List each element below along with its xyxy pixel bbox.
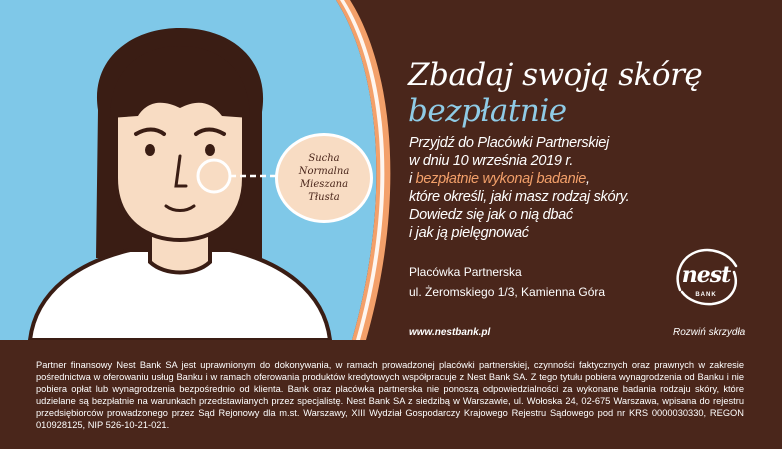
skin-type-bubble: [275, 133, 373, 223]
skin-type-dry: Sucha: [308, 153, 340, 164]
partner-name: Placówka Partnerska: [409, 265, 522, 279]
promo-line-3-suffix: ,: [586, 171, 590, 187]
skin-type-normal: Normalna: [298, 166, 350, 177]
promo-line-5: Dowiedz się jak o nią dbać: [409, 207, 573, 223]
skin-type-oily: Tłusta: [308, 192, 340, 203]
promo-line-3-prefix: i: [409, 171, 416, 187]
promo-text: [409, 134, 759, 242]
logo-subtitle: BANK: [695, 292, 717, 298]
legal-disclaimer: Partner finansowy Nest Bank SA jest uprawnionym do dokonywania, w ramach prowadzonej placówki partnerskiej, czynności faktycznych oraz prawnych w zakresie pośrednictwa w oferowaniu usług Banku i w ramach oferowania produktów kredytowych współpracuje z Nest Bank SA. Z tego tytułu pobiera wynagrodzenia od Banku i nie pobiera opłat lub wynagrodzenia bezpośrednio od klienta. Bank oraz placówka partnerska nie ponoszą odpowiedzialności za wykonane badania rodzaju skóry, które udzielane są bezpłatnie na warunkach przedstawianych przez specjalistę. Nest Bank SA z siedzibą w Warszawie, ul. Wołoska 24, 02-675 Warszawa, wpisana do rejestru przedsiębiorców prowadzonego przez Sąd Rejonowy dla m.st. Warszawy, XIII Wydział Gospodarczy Krajowego Rejestru Sądowego pod nr KRS 0000030330, REGON 010928125, NIP 526-10-21-021.: [36, 360, 744, 431]
headline-line1: Zbadaj swoją skórę: [408, 57, 703, 94]
promo-line-6: i jak ją pielęgnować: [409, 225, 529, 241]
headline: [408, 57, 768, 129]
promo-line-4: które określi, jaki masz rodzaj skóry.: [409, 189, 630, 205]
promo-line-3: [409, 170, 759, 188]
slogan: Rozwiń skrzydła: [673, 327, 746, 338]
partner-street: ul. Żeromskiego 1/3, Kamienna Góra: [409, 285, 606, 299]
promo-highlight: bezpłatnie wykonaj badanie: [415, 171, 587, 187]
headline-line2: bezpłatnie: [408, 93, 567, 130]
website-link[interactable]: www.nestbank.pl: [409, 327, 491, 338]
promo-line-1: Przyjdź do Placówki Partnerskiej: [409, 135, 609, 151]
partner-address: [409, 262, 689, 302]
promo-line-2: w dniu 10 września 2019 r.: [409, 153, 574, 169]
logo-wordmark: nest: [681, 262, 731, 288]
skin-type-mixed: Mieszana: [299, 179, 349, 190]
